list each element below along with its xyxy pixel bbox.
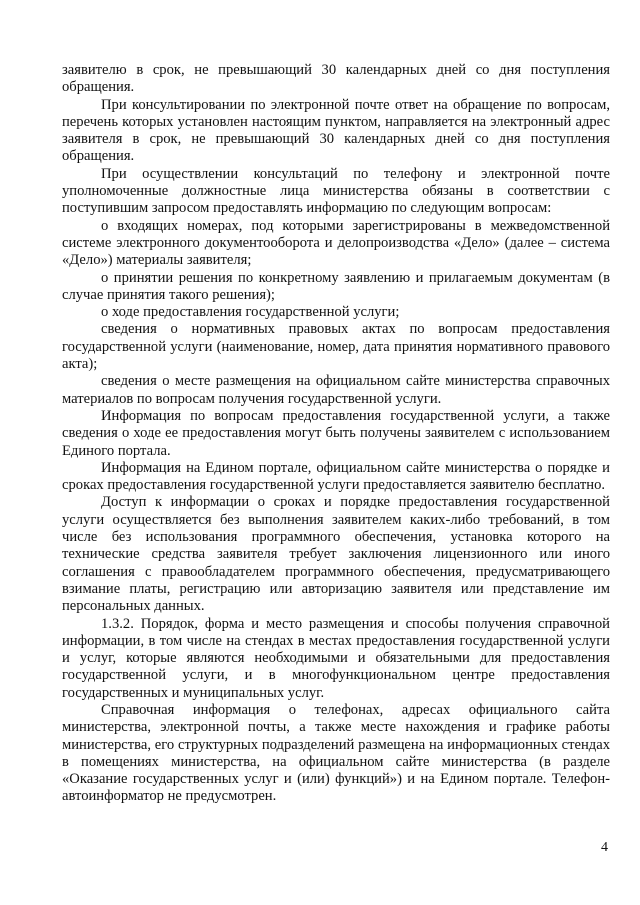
paragraph-access-info: Доступ к информации о сроках и порядке предоставления государственной услуги осуществляется без выполнения заявителем каких-либо требований, в том числе без использования программного обеспечения, установка которого на технические средства заявителя требует заключения лицензионного или иного соглашения с правообладателем программного обеспечения, предусматривающего взимание платы, регистрацию или авторизацию заявителя или представление им персональных данных.	[62, 494, 610, 615]
paragraph-continuation: заявителю в срок, не превышающий 30 календарных дней со дня поступления обращения.	[62, 62, 610, 96]
paragraph-phone-email-consultation: При осуществлении консультаций по телефону и электронной почте уполномоченные должностные лица министерства обязаны в соответствии с поступившим запросом предоставлять информацию по следующим вопросам:	[62, 165, 610, 217]
paragraph-site-materials: сведения о месте размещения на официальном сайте министерства справочных материалов по вопросам получения государственной услуги.	[62, 373, 610, 407]
paragraph-service-progress: о ходе предоставления государственной услуги;	[101, 304, 400, 321]
paragraph-email-consultation: При консультировании по электронной почте ответ на обращение по вопросам, перечень которых установлен настоящим пунктом, направляется на электронный адрес заявителя в срок, не превышающий 30 календарных дней со дня поступления обращения.	[62, 96, 610, 165]
page-number: 4	[601, 840, 608, 855]
paragraph-legal-acts: сведения о нормативных правовых актах по вопросам предоставления государственной услуги (наименование, номер, дата принятия нормативного правового акта);	[62, 321, 610, 373]
paragraph-free-info: Информация на Едином портале, официальном сайте министерства о порядке и сроках предоставления государственной услуги предоставляется заявителю бесплатно.	[62, 459, 610, 494]
paragraph-incoming-numbers: о входящих номерах, под которыми зарегистрированы в межведомственной системе электронного документооборота и делопроизводства «Дело» (далее – система «Дело») материалы заявителя;	[62, 217, 610, 269]
paragraph-decision: о принятии решения по конкретному заявлению и прилагаемым документам (в случае принятия такого решения);	[62, 269, 610, 303]
paragraph-section-1-3-2: 1.3.2. Порядок, форма и место размещения и способы получения справочной информации, в том числе на стендах в местах предоставления государственной услуги и услуг, которые являются необходимыми и обязательными для предоставления государственной услуги, и в многофункциональном центре предоставления государственных и муниципальных услуг.	[62, 615, 610, 701]
paragraph-reference-info: Справочная информация о телефонах, адресах официального сайта министерства, электронной почты, а также месте нахождения и графике работы министерства, его структурных подразделений размещена на информационных стендах в помещениях министерства, на официальном сайте министерства (в разделе «Оказание государственных услуг и (или) функций») и на Едином портале. Телефон-автоинформатор не предусмотрен.	[62, 701, 610, 805]
paragraph-single-portal-info: Информация по вопросам предоставления государственной услуги, а также сведения о ходе ее предоставления могут быть получены заявителем с использованием Единого портала.	[62, 407, 610, 459]
document-page	[62, 62, 610, 806]
